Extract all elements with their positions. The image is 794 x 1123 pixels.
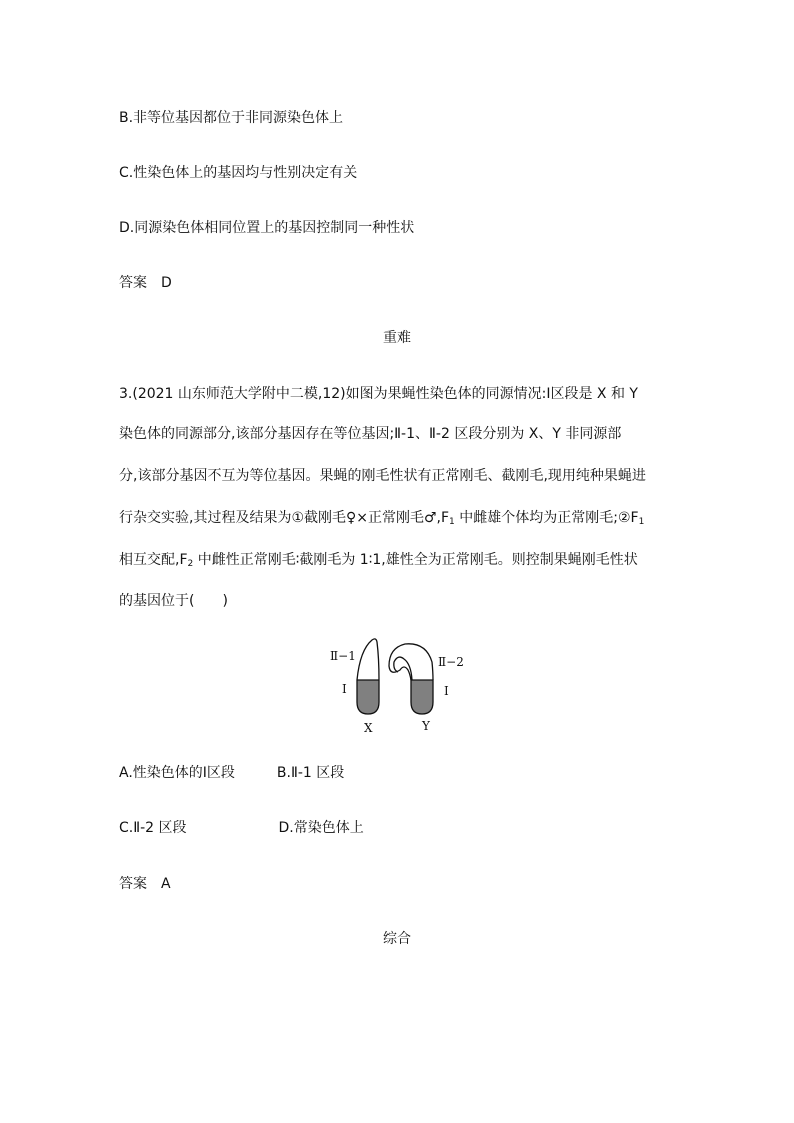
option-c: C.Ⅱ-2 区段	[119, 820, 187, 836]
label-x-upper: Ⅱ−1	[330, 649, 356, 663]
option-d: D.常染色体上	[278, 820, 364, 836]
question-line-1: 3.(2021 山东师范大学附中二模,12)如图为果蝇性染色体的同源情况:Ⅰ区段是 X 和 Y	[119, 386, 638, 402]
label-chrom-x: X	[364, 721, 373, 735]
answer-value: D	[161, 275, 172, 291]
sex-chromosome-diagram	[328, 634, 468, 738]
option-d-prev: D.同源染色体相同位置上的基因控制同一种性状	[119, 220, 415, 236]
question-line-4	[119, 508, 644, 528]
answer-label: 答案	[119, 876, 147, 892]
section-heading-hard: 重难	[383, 330, 411, 346]
option-c-prev: C.性染色体上的基因均与性别决定有关	[119, 165, 358, 181]
question-line-2: 染色体的同源部分,该部分基因存在等位基因;Ⅱ-1、Ⅱ-2 区段分别为 X、Y 非同源部	[119, 426, 622, 442]
answer	[119, 874, 171, 894]
question-line-6: 的基因位于( )	[119, 593, 228, 609]
options-row-ab	[119, 763, 344, 783]
y-chromosome-arm	[389, 644, 433, 680]
question-line-4-text-b: 中雌雄个体均为正常刚毛;②F	[454, 510, 639, 526]
subscript-f1: 1	[449, 517, 455, 527]
section-heading-comprehensive: 综合	[383, 931, 411, 947]
answer-label: 答案	[119, 275, 147, 291]
subscript-f2: 2	[187, 559, 194, 569]
label-y-upper: Ⅱ−2	[438, 655, 464, 669]
option-a: A.性染色体的Ⅰ区段	[119, 765, 235, 781]
options-row-cd	[119, 818, 364, 838]
x-chromosome-shaded-segment	[357, 680, 379, 714]
y-chromosome-shaded-segment	[411, 680, 433, 714]
question-line-4-text-a: 行杂交实验,其过程及结果为①截刚毛♀×正常刚毛♂,F	[119, 510, 450, 526]
subscript-f1-second: 1	[638, 517, 645, 527]
answer-prev	[119, 273, 172, 293]
answer-value: A	[161, 876, 171, 892]
question-line-5-text-a: 相互交配,F	[119, 552, 188, 568]
question-line-5-text-b: 中雌性正常刚毛∶截刚毛为 1∶1,雄性全为正常刚毛。则控制果蝇刚毛性状	[193, 552, 638, 568]
option-b: B.Ⅱ-1 区段	[276, 765, 345, 781]
question-line-5	[119, 550, 638, 570]
label-chrom-y: Y	[422, 719, 430, 733]
label-y-lower: Ⅰ	[444, 684, 449, 698]
label-x-lower: Ⅰ	[342, 682, 347, 696]
question-line-3: 分,该部分基因不互为等位基因。果蝇的刚毛性状有正常刚毛、截刚毛,现用纯种果蝇进	[119, 468, 646, 484]
option-b-prev: B.非等位基因都位于非同源染色体上	[119, 110, 344, 126]
